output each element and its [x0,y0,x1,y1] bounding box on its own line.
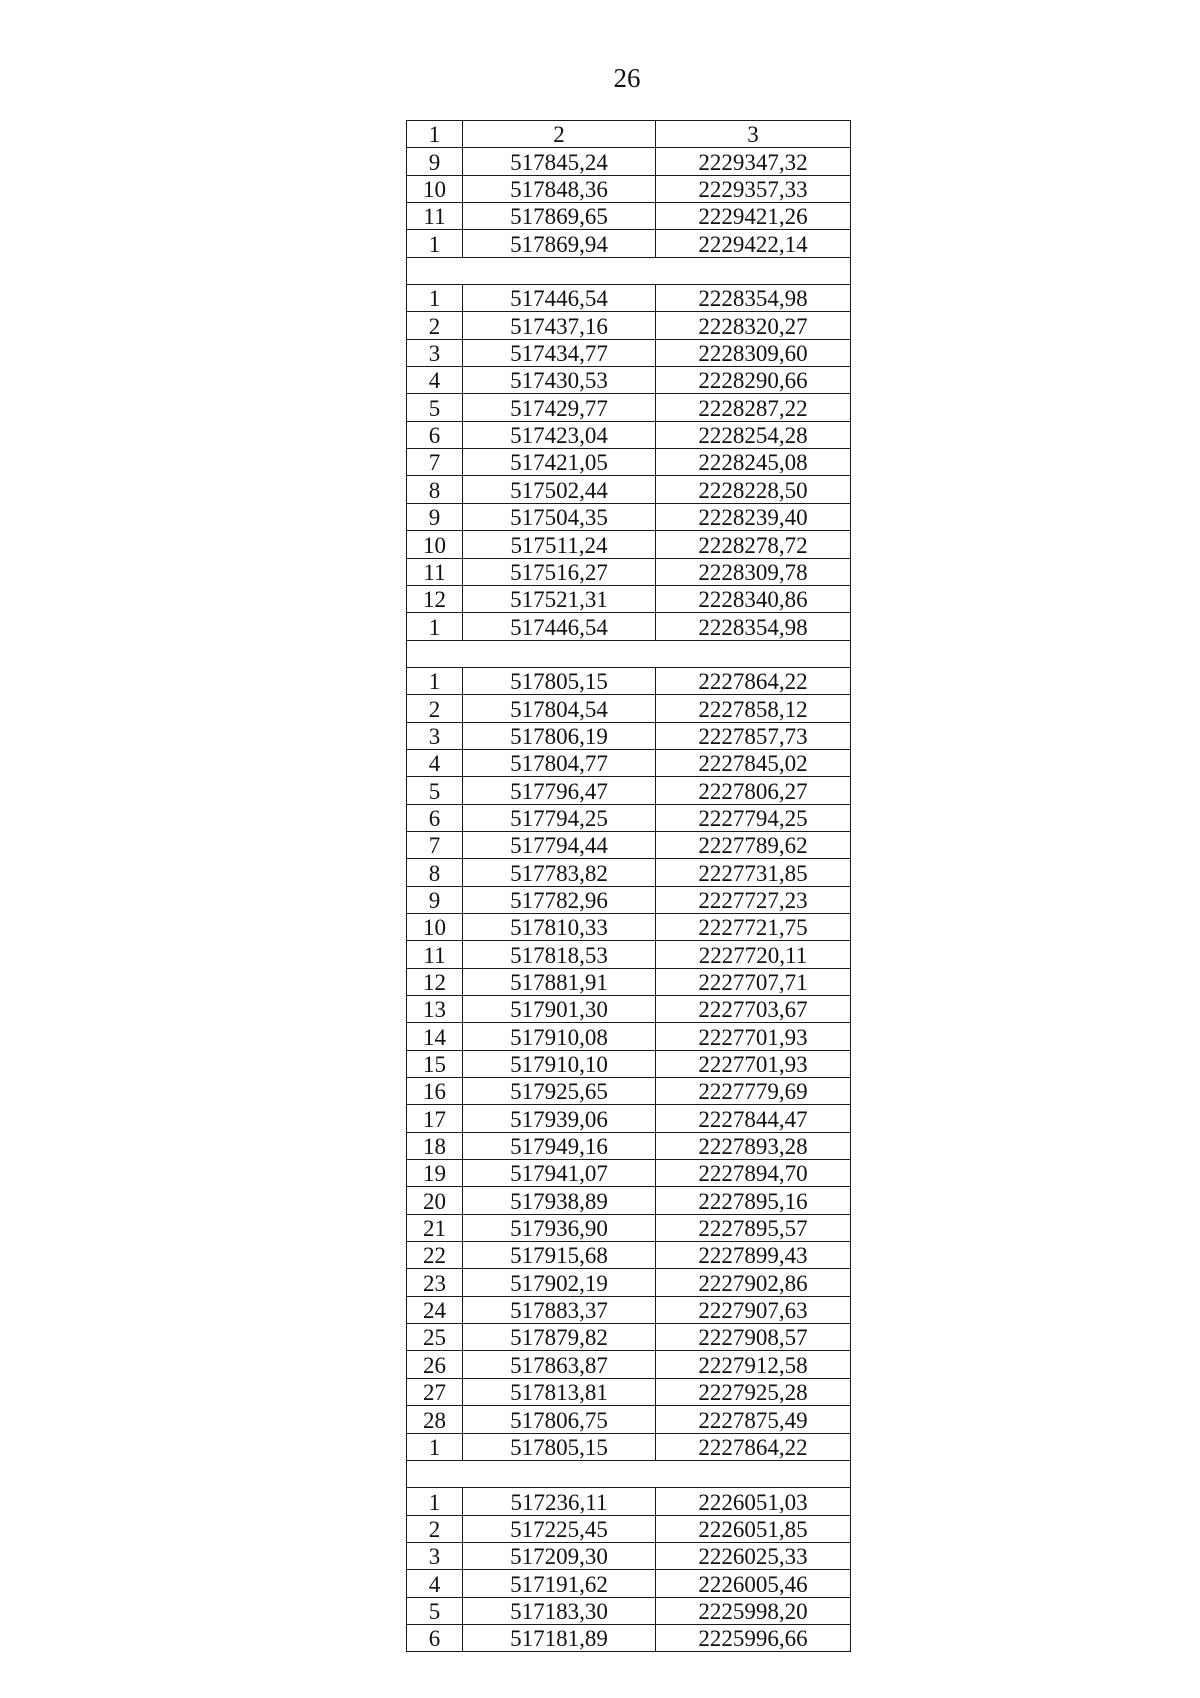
table-row [407,1324,851,1351]
cell-point-number: 9 [407,503,463,530]
cell-y-coordinate: 2226051,03 [656,1488,851,1515]
cell-y-coordinate: 2227727,23 [656,886,851,913]
cell-x-coordinate: 517869,94 [463,230,656,257]
cell-x-coordinate: 517845,24 [463,148,656,175]
cell-x-coordinate: 517879,82 [463,1324,656,1351]
cell-x-coordinate: 517925,65 [463,1078,656,1105]
cell-point-number: 7 [407,449,463,476]
cell-y-coordinate: 2227899,43 [656,1242,851,1269]
cell-point-number: 6 [407,804,463,831]
cell-point-number: 3 [407,722,463,749]
cell-y-coordinate: 2228254,28 [656,421,851,448]
table-row [407,667,851,694]
cell-point-number: 18 [407,1132,463,1159]
cell-y-coordinate: 2227701,93 [656,1050,851,1077]
cell-x-coordinate: 517883,37 [463,1296,656,1323]
cell-y-coordinate: 2228278,72 [656,531,851,558]
table-row [407,1570,851,1597]
cell-y-coordinate: 2228287,22 [656,394,851,421]
cell-y-coordinate: 2227864,22 [656,667,851,694]
table-row [407,394,851,421]
cell-x-coordinate: 517936,90 [463,1214,656,1241]
cell-point-number: 1 [407,1433,463,1460]
cell-x-coordinate: 517939,06 [463,1105,656,1132]
cell-y-coordinate: 2227721,75 [656,913,851,940]
cell-point-number: 10 [407,913,463,940]
cell-point-number: 11 [407,558,463,585]
cell-x-coordinate: 517949,16 [463,1132,656,1159]
cell-point-number: 3 [407,1542,463,1569]
table-row [407,1296,851,1323]
cell-x-coordinate: 517796,47 [463,777,656,804]
cell-point-number: 16 [407,1078,463,1105]
cell-y-coordinate: 2227857,73 [656,722,851,749]
table-row [407,503,851,530]
cell-x-coordinate: 517863,87 [463,1351,656,1378]
table-row [407,831,851,858]
cell-point-number: 3 [407,339,463,366]
table-row [407,1187,851,1214]
table-row [407,367,851,394]
table-row [407,558,851,585]
table-row [407,859,851,886]
table-row [407,1624,851,1651]
cell-point-number: 4 [407,367,463,394]
cell-x-coordinate: 517429,77 [463,394,656,421]
header-cell-y: 3 [656,121,851,148]
table-row [407,476,851,503]
table-row [407,339,851,366]
cell-point-number: 11 [407,203,463,230]
table-row [407,148,851,175]
cell-x-coordinate: 517813,81 [463,1378,656,1405]
cell-point-number: 25 [407,1324,463,1351]
cell-x-coordinate: 517910,10 [463,1050,656,1077]
cell-x-coordinate: 517511,24 [463,531,656,558]
cell-x-coordinate: 517183,30 [463,1597,656,1624]
table-row [407,1488,851,1515]
cell-y-coordinate: 2228320,27 [656,312,851,339]
cell-x-coordinate: 517521,31 [463,585,656,612]
cell-point-number: 12 [407,585,463,612]
cell-x-coordinate: 517805,15 [463,1433,656,1460]
group-separator-row [407,257,851,284]
cell-point-number: 5 [407,394,463,421]
table-row [407,1433,851,1460]
cell-x-coordinate: 517783,82 [463,859,656,886]
cell-point-number: 19 [407,1160,463,1187]
cell-x-coordinate: 517236,11 [463,1488,656,1515]
table-row [407,804,851,831]
table-row [407,1542,851,1569]
cell-y-coordinate: 2228290,66 [656,367,851,394]
table-row [407,749,851,776]
table-row [407,1160,851,1187]
cell-x-coordinate: 517430,53 [463,367,656,394]
table-row [407,585,851,612]
cell-x-coordinate: 517818,53 [463,941,656,968]
cell-y-coordinate: 2229421,26 [656,203,851,230]
cell-y-coordinate: 2227720,11 [656,941,851,968]
table-row [407,1351,851,1378]
table-row [407,449,851,476]
table-row [407,1515,851,1542]
cell-x-coordinate: 517915,68 [463,1242,656,1269]
cell-x-coordinate: 517869,65 [463,203,656,230]
table-row [407,777,851,804]
cell-point-number: 5 [407,777,463,804]
coordinates-table-body [407,121,851,1652]
cell-point-number: 21 [407,1214,463,1241]
cell-y-coordinate: 2227703,67 [656,996,851,1023]
cell-y-coordinate: 2227707,71 [656,968,851,995]
cell-x-coordinate: 517848,36 [463,175,656,202]
cell-x-coordinate: 517434,77 [463,339,656,366]
table-row [407,996,851,1023]
cell-point-number: 2 [407,695,463,722]
cell-x-coordinate: 517516,27 [463,558,656,585]
page-number: 26 [613,63,641,93]
table-row [407,175,851,202]
cell-point-number: 5 [407,1597,463,1624]
cell-x-coordinate: 517209,30 [463,1542,656,1569]
group-separator-row [407,640,851,667]
cell-y-coordinate: 2226025,33 [656,1542,851,1569]
cell-y-coordinate: 2228309,78 [656,558,851,585]
separator-cell [407,640,851,667]
header-cell-point: 1 [407,121,463,148]
cell-y-coordinate: 2227858,12 [656,695,851,722]
cell-x-coordinate: 517910,08 [463,1023,656,1050]
cell-y-coordinate: 2227912,58 [656,1351,851,1378]
cell-x-coordinate: 517810,33 [463,913,656,940]
table-row [407,722,851,749]
cell-x-coordinate: 517181,89 [463,1624,656,1651]
cell-y-coordinate: 2228340,86 [656,585,851,612]
table-row [407,1597,851,1624]
cell-point-number: 9 [407,148,463,175]
cell-x-coordinate: 517804,54 [463,695,656,722]
cell-point-number: 8 [407,476,463,503]
cell-y-coordinate: 2228309,60 [656,339,851,366]
cell-y-coordinate: 2229357,33 [656,175,851,202]
cell-y-coordinate: 2228239,40 [656,503,851,530]
cell-y-coordinate: 2227701,93 [656,1023,851,1050]
cell-y-coordinate: 2228354,98 [656,285,851,312]
group-separator-row [407,1460,851,1487]
cell-x-coordinate: 517941,07 [463,1160,656,1187]
cell-point-number: 23 [407,1269,463,1296]
table-row [407,1269,851,1296]
cell-y-coordinate: 2226051,85 [656,1515,851,1542]
table-row [407,1214,851,1241]
cell-point-number: 2 [407,312,463,339]
table-row [407,613,851,640]
coordinates-table [406,120,851,1652]
cell-y-coordinate: 2228228,50 [656,476,851,503]
cell-point-number: 13 [407,996,463,1023]
cell-x-coordinate: 517901,30 [463,996,656,1023]
cell-y-coordinate: 2227908,57 [656,1324,851,1351]
cell-point-number: 2 [407,1515,463,1542]
cell-x-coordinate: 517191,62 [463,1570,656,1597]
cell-x-coordinate: 517782,96 [463,886,656,913]
cell-x-coordinate: 517794,44 [463,831,656,858]
cell-y-coordinate: 2227864,22 [656,1433,851,1460]
cell-x-coordinate: 517504,35 [463,503,656,530]
cell-x-coordinate: 517806,19 [463,722,656,749]
table-header-row [407,121,851,148]
cell-point-number: 17 [407,1105,463,1132]
cell-point-number: 1 [407,285,463,312]
cell-point-number: 22 [407,1242,463,1269]
cell-point-number: 6 [407,421,463,448]
table-row [407,1023,851,1050]
cell-x-coordinate: 517437,16 [463,312,656,339]
cell-point-number: 9 [407,886,463,913]
cell-y-coordinate: 2225996,66 [656,1624,851,1651]
cell-x-coordinate: 517421,05 [463,449,656,476]
cell-x-coordinate: 517446,54 [463,285,656,312]
cell-point-number: 20 [407,1187,463,1214]
cell-point-number: 28 [407,1406,463,1433]
cell-y-coordinate: 2228354,98 [656,613,851,640]
cell-y-coordinate: 2227875,49 [656,1406,851,1433]
table-row [407,941,851,968]
cell-x-coordinate: 517446,54 [463,613,656,640]
cell-point-number: 8 [407,859,463,886]
table-row [407,1050,851,1077]
cell-x-coordinate: 517902,19 [463,1269,656,1296]
cell-y-coordinate: 2227925,28 [656,1378,851,1405]
cell-y-coordinate: 2228245,08 [656,449,851,476]
cell-y-coordinate: 2227731,85 [656,859,851,886]
cell-y-coordinate: 2227845,02 [656,749,851,776]
table-row [407,421,851,448]
cell-point-number: 12 [407,968,463,995]
cell-y-coordinate: 2227895,16 [656,1187,851,1214]
cell-x-coordinate: 517423,04 [463,421,656,448]
cell-y-coordinate: 2227895,57 [656,1214,851,1241]
cell-point-number: 26 [407,1351,463,1378]
cell-point-number: 7 [407,831,463,858]
separator-cell [407,1460,851,1487]
table-row [407,913,851,940]
table-row [407,968,851,995]
cell-y-coordinate: 2227893,28 [656,1132,851,1159]
cell-x-coordinate: 517881,91 [463,968,656,995]
cell-point-number: 6 [407,1624,463,1651]
cell-x-coordinate: 517502,44 [463,476,656,503]
table-row [407,1105,851,1132]
cell-x-coordinate: 517805,15 [463,667,656,694]
cell-point-number: 27 [407,1378,463,1405]
table-row [407,1132,851,1159]
cell-point-number: 24 [407,1296,463,1323]
cell-y-coordinate: 2229422,14 [656,230,851,257]
cell-y-coordinate: 2227907,63 [656,1296,851,1323]
table-row [407,1406,851,1433]
cell-y-coordinate: 2227789,62 [656,831,851,858]
table-row [407,1378,851,1405]
cell-point-number: 4 [407,1570,463,1597]
cell-point-number: 1 [407,613,463,640]
cell-y-coordinate: 2227844,47 [656,1105,851,1132]
table-row [407,203,851,230]
cell-x-coordinate: 517804,77 [463,749,656,776]
cell-point-number: 10 [407,175,463,202]
cell-point-number: 15 [407,1050,463,1077]
cell-y-coordinate: 2227806,27 [656,777,851,804]
cell-y-coordinate: 2227902,86 [656,1269,851,1296]
table-row [407,230,851,257]
table-row [407,285,851,312]
table-row [407,886,851,913]
cell-x-coordinate: 517225,45 [463,1515,656,1542]
table-row [407,312,851,339]
cell-y-coordinate: 2227794,25 [656,804,851,831]
cell-point-number: 10 [407,531,463,558]
cell-point-number: 14 [407,1023,463,1050]
cell-point-number: 4 [407,749,463,776]
cell-point-number: 1 [407,1488,463,1515]
cell-y-coordinate: 2227894,70 [656,1160,851,1187]
table-row [407,1242,851,1269]
cell-y-coordinate: 2225998,20 [656,1597,851,1624]
table-row [407,1078,851,1105]
cell-x-coordinate: 517806,75 [463,1406,656,1433]
table-row [407,531,851,558]
table-row [407,695,851,722]
cell-y-coordinate: 2227779,69 [656,1078,851,1105]
cell-point-number: 1 [407,230,463,257]
cell-y-coordinate: 2229347,32 [656,148,851,175]
cell-point-number: 11 [407,941,463,968]
cell-x-coordinate: 517794,25 [463,804,656,831]
separator-cell [407,257,851,284]
cell-y-coordinate: 2226005,46 [656,1570,851,1597]
cell-x-coordinate: 517938,89 [463,1187,656,1214]
header-cell-x: 2 [463,121,656,148]
cell-point-number: 1 [407,667,463,694]
